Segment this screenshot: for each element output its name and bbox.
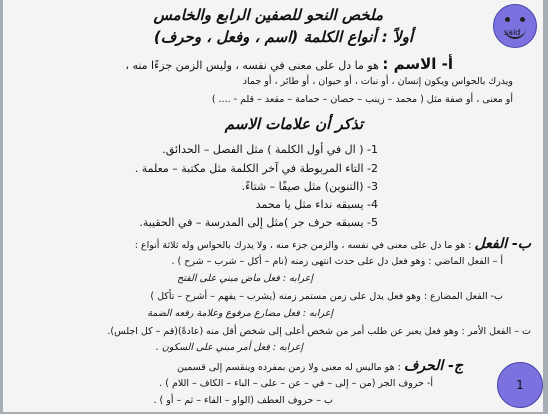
sign-item: 4- يسبقه نداء مثل يا محمد bbox=[255, 198, 378, 211]
fil-mudari-irab: إعرابه : فعل مضارع مرفوع وعلامة رفعه الضمة bbox=[147, 308, 333, 319]
sign-item: 2- التاء المربوطة في آخر الكلمة مثل مكتبة – معلمة . bbox=[134, 162, 378, 175]
fil-amr: ت – الفعل الأمر : وهو فعل يعبر عن طلب أمر من شخص أعلى إلى شخص أقل منه (عادةً)(قم – كل اجلس). bbox=[107, 326, 531, 337]
fil-madi: أ – الفعل الماضي : وهو فعل دل على حدث انتهى زمنه (نام – أكل – شرب – شرح ) . bbox=[171, 256, 503, 267]
sign-item: 5- يسبقه حرف جر )مثل إلى المدرسة – في الحقيبة. bbox=[139, 216, 378, 229]
harf-atf: ب – حروف العطف (الواو – الفاء – ثم – أو ) . bbox=[153, 395, 333, 406]
smiley-label: said bbox=[504, 28, 521, 37]
page-number: 1 bbox=[497, 362, 543, 408]
fil-definition: ب- الفعل : هو ما دل على معنى في نفسه ، والزمن جزء منه ، ولا يدرك بالحواس وله ثلاثة أنواع : bbox=[134, 236, 531, 252]
harf-label: ج- الحرف bbox=[403, 358, 463, 374]
fil-mudari: ب- الفعل المضارع : وهو فعل يدل على زمن مستمر زمنه (يشرب – يفهم – أشرح – تأكل ) bbox=[150, 291, 503, 302]
smiley-eye bbox=[520, 17, 525, 22]
fil-amr-irab: إعرابه : فعل أمر مبني على السكون . bbox=[155, 342, 303, 353]
ism-label: أ- الاسم : bbox=[382, 55, 453, 73]
harf-definition: ج- الحرف : هو ماليس له معنى ولا زمن بمفرده وينقسم إلى قسمين bbox=[177, 358, 463, 374]
section1-heading: أولاً : أنواع الكلمة (اسم ، وفعل ، وحرف) bbox=[153, 28, 413, 46]
remember-heading: تذكر أن علامات الاسم bbox=[224, 115, 363, 133]
fil-label: ب- الفعل bbox=[474, 236, 531, 252]
ism-line3: أو معنى ، أو صفة مثل ( محمد – زينب – حصان – حمامة – مقعد – قلم - .... ) bbox=[211, 94, 513, 105]
smiley-eye bbox=[505, 17, 510, 22]
ism-line2: ويدرك بالحواس ويكون إنسان ، أو نبات ، أو حيوان ، أو طائر ، أو جماد bbox=[242, 76, 513, 87]
document-title: ملخص النحو للصفين الرابع والخامس bbox=[153, 6, 383, 24]
sign-item: 1- ( ال في أول الكلمة ) مثل الفصل – الحدائق. bbox=[162, 143, 378, 156]
sign-item: 3- (التنوين) مثل صيفًا – شتاءً. bbox=[241, 180, 378, 193]
harf-jarr: أ- حروف الجر (من – إلى – في – عن – على – الباء – الكاف – اللام ) . bbox=[159, 378, 433, 389]
smiley-icon bbox=[493, 4, 537, 48]
ism-line1: أ- الاسم : هو ما دل على معنى في نفسه ، وليس الزمن جزءًا منه ، bbox=[125, 55, 453, 73]
document-page bbox=[3, 0, 543, 412]
fil-madi-irab: إعرابه : فعل ماض مبني على الفتح bbox=[177, 273, 313, 284]
